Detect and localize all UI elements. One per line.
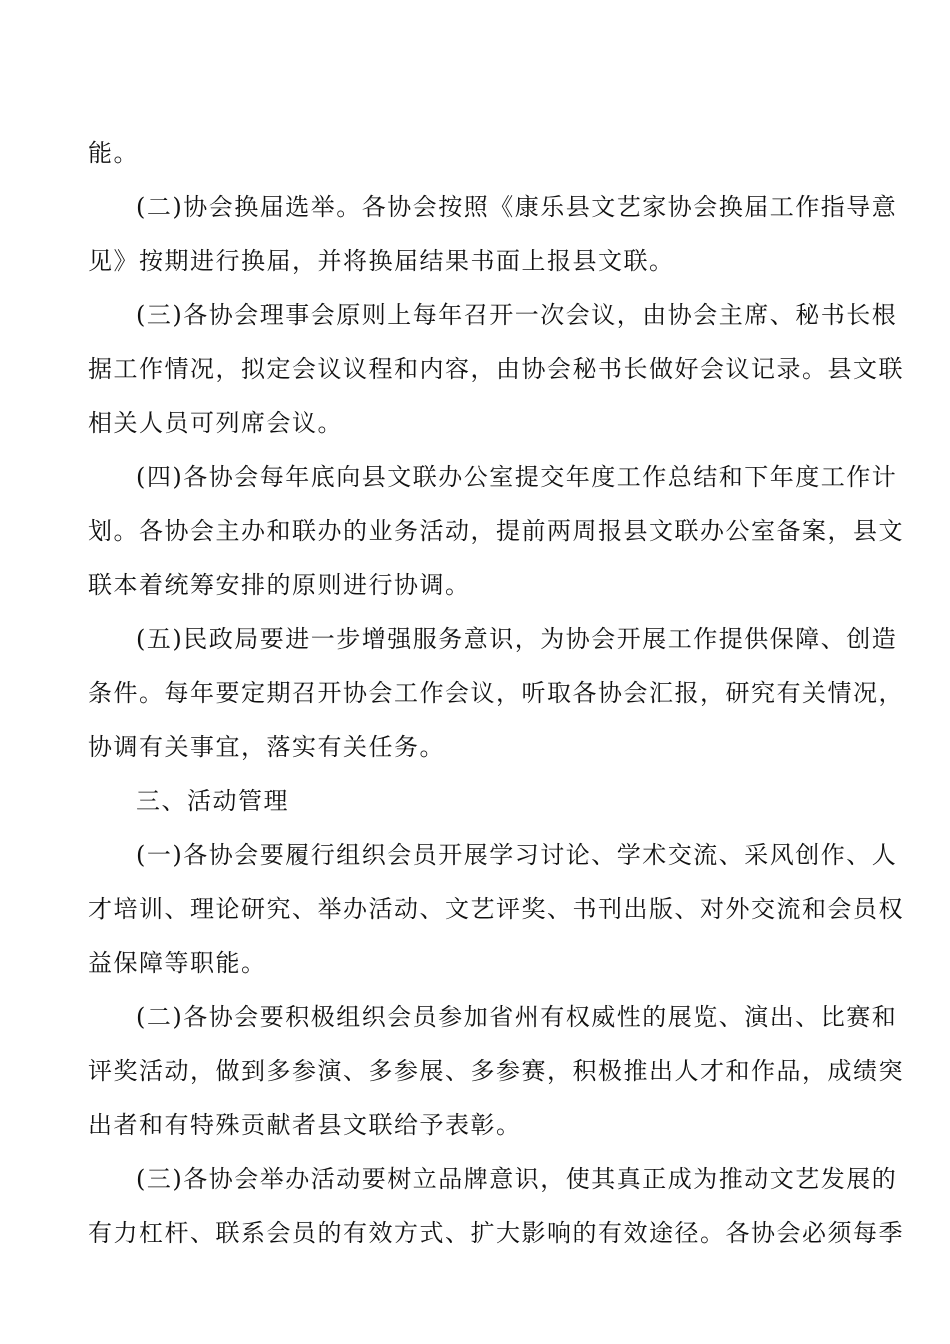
text-line: 评奖活动，做到多参演、多参展、多参赛，积极推出人才和作品，成绩突 [88, 1057, 904, 1085]
paragraph-election [88, 180, 898, 288]
paragraph-annual-report [88, 450, 904, 612]
text-line: 益保障等职能。 [88, 949, 267, 977]
text-line: (五)民政局要进一步增强服务意识，为协会开展工作提供保障、创造 [136, 625, 898, 653]
text-line: 能。 [88, 139, 139, 167]
text-line: (三)各协会理事会原则上每年召开一次会议，由协会主席、秘书长根 [136, 301, 898, 329]
paragraph-civil-affairs [88, 612, 904, 774]
text-line: (四)各协会每年底向县文联办公室提交年度工作总结和下年度工作计 [136, 463, 898, 491]
text-line: 联本着统筹安排的原则进行协调。 [88, 571, 471, 599]
text-line: 出者和有特殊贡献者县文联给予表彰。 [88, 1111, 522, 1139]
paragraph-continuation [88, 126, 860, 180]
section-heading: 三、活动管理 [136, 787, 289, 815]
text-line: 条件。每年要定期召开协会工作会议，听取各协会汇报，研究有关情况， [88, 679, 904, 707]
document-page [88, 126, 904, 1260]
text-line: 协调有关事宜，落实有关任务。 [88, 733, 445, 761]
paragraph-member-duties [88, 828, 904, 990]
section-heading-activity-management [88, 774, 860, 828]
text-line: 据工作情况，拟定会议议程和内容，由协会秘书长做好会议记录。县文联 [88, 355, 904, 383]
paragraph-brand-awareness [88, 1152, 904, 1260]
paragraph-council-meeting [88, 288, 904, 450]
paragraph-exhibitions [88, 990, 904, 1152]
text-line: 划。各协会主办和联办的业务活动，提前两周报县文联办公室备案，县文 [88, 517, 904, 545]
text-line: (一)各协会要履行组织会员开展学习讨论、学术交流、采风创作、人 [136, 841, 898, 869]
text-line: (二)协会换届选举。各协会按照《康乐县文艺家协会换届工作指导意 [136, 193, 898, 221]
text-line: (二)各协会要积极组织会员参加省州有权威性的展览、演出、比赛和 [136, 1003, 898, 1031]
text-line: 有力杠杆、联系会员的有效方式、扩大影响的有效途径。各协会必须每季 [88, 1219, 904, 1247]
text-line: 才培训、理论研究、举办活动、文艺评奖、书刊出版、对外交流和会员权 [88, 895, 904, 923]
text-line: 相关人员可列席会议。 [88, 409, 343, 437]
text-line: 见》按期进行换届，并将换届结果书面上报县文联。 [88, 247, 675, 275]
text-line: (三)各协会举办活动要树立品牌意识，使其真正成为推动文艺发展的 [136, 1165, 898, 1193]
